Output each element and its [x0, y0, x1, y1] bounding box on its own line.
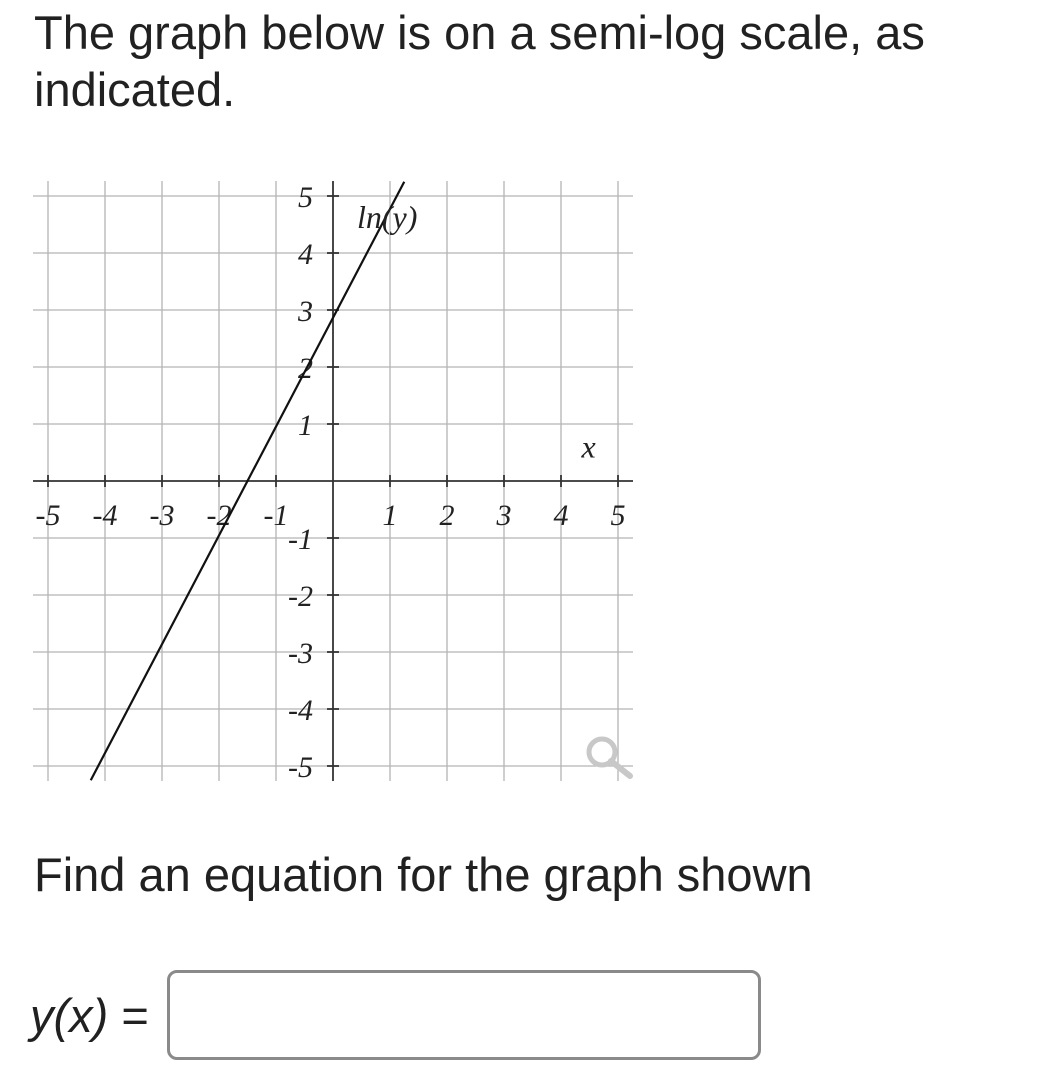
y-tick-label: -2 [288, 580, 313, 613]
x-axis-title: x [581, 428, 596, 465]
y-tick-label: 3 [298, 295, 313, 328]
answer-label [30, 988, 149, 1043]
x-tick-label: -2 [206, 499, 232, 532]
x-tick-label: -5 [35, 499, 61, 532]
answer-label-function: y(x) [30, 988, 109, 1042]
answer-input[interactable] [167, 970, 761, 1060]
question-text: Find an equation for the graph shown [34, 848, 813, 901]
answer-row [30, 968, 761, 1062]
y-tick-label: 4 [298, 238, 313, 271]
x-tick-label: -1 [263, 499, 289, 532]
x-tick-label: -3 [149, 499, 175, 532]
y-tick-label: -1 [288, 523, 313, 556]
y-axis-title: ln(y) [357, 199, 418, 235]
axes [33, 181, 633, 781]
x-tick-label: 3 [496, 499, 512, 532]
x-tick-label: -4 [92, 499, 118, 532]
x-tick-label: 1 [382, 499, 398, 532]
x-tick-label: 5 [610, 499, 626, 532]
y-tick-label: -5 [288, 751, 313, 784]
x-tick-label: 4 [553, 499, 569, 532]
y-tick-label: 2 [298, 352, 313, 385]
semi-log-graph [0, 160, 680, 800]
y-tick-label: 1 [298, 409, 313, 442]
magnifier-icon[interactable] [589, 739, 630, 776]
y-tick-label: -4 [288, 694, 313, 727]
magnifier-handle [611, 761, 630, 776]
y-tick-label: 5 [298, 181, 313, 214]
graph-canvas [0, 160, 680, 800]
x-tick-label: 2 [439, 499, 455, 532]
y-tick-label: -3 [288, 637, 313, 670]
problem-prompt: The graph below is on a semi-log scale, as indicated. [34, 6, 925, 116]
axis-ticks [36, 181, 626, 784]
answer-label-equals: = [108, 988, 149, 1042]
